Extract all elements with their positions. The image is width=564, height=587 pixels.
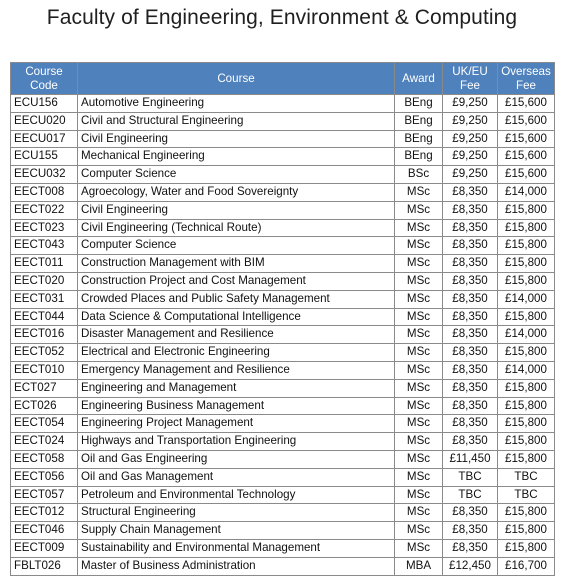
table-row [11,166,555,184]
cell-uk-eu-fee: £8,350 [443,361,498,379]
cell-course-name: Disaster Management and Resilience [78,326,395,344]
table-row [11,539,555,557]
cell-uk-eu-fee: £8,350 [443,201,498,219]
cell-uk-eu-fee: £8,350 [443,255,498,273]
cell-course-name: Civil Engineering (Technical Route) [78,219,395,237]
table-row [11,95,555,113]
cell-course-code: EECT058 [11,450,78,468]
table-body [11,95,555,576]
header-award [395,63,443,95]
cell-uk-eu-fee: £12,450 [443,557,498,575]
cell-uk-eu-fee: £8,350 [443,272,498,290]
cell-uk-eu-fee: £8,350 [443,237,498,255]
cell-overseas-fee: £14,000 [498,290,555,308]
cell-award: MBA [395,557,443,575]
cell-overseas-fee: £15,800 [498,539,555,557]
cell-course-name: Civil Engineering [78,130,395,148]
cell-overseas-fee: TBC [498,486,555,504]
cell-course-code: EECU020 [11,112,78,130]
cell-overseas-fee: £15,800 [498,344,555,362]
cell-award: MSc [395,415,443,433]
cell-overseas-fee: £15,800 [498,397,555,415]
cell-course-code: FBLT026 [11,557,78,575]
cell-award: MSc [395,486,443,504]
cell-course-name: Civil Engineering [78,201,395,219]
table-row [11,290,555,308]
cell-course-name: Emergency Management and Resilience [78,361,395,379]
cell-uk-eu-fee: £8,350 [443,183,498,201]
cell-overseas-fee: £15,800 [498,433,555,451]
table-row [11,379,555,397]
cell-award: MSc [395,326,443,344]
header-course-code [11,63,78,95]
cell-course-code: ECT027 [11,379,78,397]
cell-course-name: Crowded Places and Public Safety Management [78,290,395,308]
cell-course-code: EECT052 [11,344,78,362]
table-row [11,522,555,540]
cell-uk-eu-fee: £11,450 [443,450,498,468]
cell-overseas-fee: TBC [498,468,555,486]
cell-uk-eu-fee: £9,250 [443,112,498,130]
cell-award: MSc [395,379,443,397]
cell-uk-eu-fee: £9,250 [443,95,498,113]
cell-uk-eu-fee: £8,350 [443,539,498,557]
header-uk-eu-fee [443,63,498,95]
header-overseas-fee [498,63,555,95]
table-row [11,148,555,166]
cell-overseas-fee: £15,600 [498,166,555,184]
cell-course-name: Data Science & Computational Intelligence [78,308,395,326]
cell-overseas-fee: £14,000 [498,361,555,379]
cell-award: BEng [395,148,443,166]
cell-overseas-fee: £15,800 [498,237,555,255]
table-row [11,201,555,219]
cell-course-code: EECT054 [11,415,78,433]
cell-uk-eu-fee: £8,350 [443,308,498,326]
table-row [11,450,555,468]
table-row [11,308,555,326]
table-row [11,397,555,415]
cell-overseas-fee: £15,800 [498,450,555,468]
cell-course-code: EECT024 [11,433,78,451]
cell-course-code: EECT031 [11,290,78,308]
table-row [11,237,555,255]
cell-course-code: EECT044 [11,308,78,326]
cell-award: MSc [395,219,443,237]
cell-uk-eu-fee: £8,350 [443,504,498,522]
table-row [11,219,555,237]
table-row [11,344,555,362]
cell-overseas-fee: £14,000 [498,326,555,344]
cell-course-name: Computer Science [78,166,395,184]
cell-uk-eu-fee: £9,250 [443,130,498,148]
cell-award: MSc [395,290,443,308]
cell-uk-eu-fee: £8,350 [443,290,498,308]
cell-overseas-fee: £15,600 [498,130,555,148]
header-course-code-line1: Course [25,64,63,78]
cell-course-code: ECU155 [11,148,78,166]
header-uk-eu-fee-line1: UK/EU [452,64,488,78]
cell-course-name: Agroecology, Water and Food Sovereignty [78,183,395,201]
cell-uk-eu-fee: £8,350 [443,326,498,344]
cell-award: MSc [395,272,443,290]
cell-course-code: EECU017 [11,130,78,148]
header-course-code-line2: Code [30,78,58,92]
cell-overseas-fee: £15,800 [498,308,555,326]
cell-course-code: EECT020 [11,272,78,290]
cell-award: MSc [395,361,443,379]
cell-award: MSc [395,255,443,273]
cell-course-name: Computer Science [78,237,395,255]
cell-overseas-fee: £15,600 [498,95,555,113]
cell-uk-eu-fee: £8,350 [443,522,498,540]
cell-uk-eu-fee: £8,350 [443,344,498,362]
cell-uk-eu-fee: £8,350 [443,379,498,397]
cell-course-name: Highways and Transportation Engineering [78,433,395,451]
cell-award: MSc [395,344,443,362]
cell-overseas-fee: £15,800 [498,272,555,290]
cell-overseas-fee: £16,700 [498,557,555,575]
page-title: Faculty of Engineering, Environment & Computing [46,6,518,29]
cell-course-name: Oil and Gas Engineering [78,450,395,468]
cell-award: MSc [395,468,443,486]
cell-course-code: EECT023 [11,219,78,237]
table-row [11,415,555,433]
cell-course-code: EECT009 [11,539,78,557]
cell-overseas-fee: £15,800 [498,219,555,237]
cell-course-code: EECT022 [11,201,78,219]
cell-course-name: Construction Project and Cost Management [78,272,395,290]
cell-award: MSc [395,522,443,540]
table-row [11,468,555,486]
table-header-row [11,63,555,95]
cell-uk-eu-fee: £8,350 [443,433,498,451]
header-award-label: Award [402,71,435,85]
cell-course-name: Civil and Structural Engineering [78,112,395,130]
cell-uk-eu-fee: £9,250 [443,166,498,184]
cell-course-code: EECT046 [11,522,78,540]
cell-course-code: EECT043 [11,237,78,255]
cell-course-name: Supply Chain Management [78,522,395,540]
cell-overseas-fee: £15,800 [498,379,555,397]
header-overseas-fee-line2: Fee [516,78,536,92]
cell-uk-eu-fee: TBC [443,468,498,486]
cell-course-name: Construction Management with BIM [78,255,395,273]
cell-award: BSc [395,166,443,184]
table-row [11,130,555,148]
cell-course-name: Structural Engineering [78,504,395,522]
cell-award: BEng [395,112,443,130]
cell-overseas-fee: £15,600 [498,148,555,166]
cell-award: MSc [395,397,443,415]
table-row [11,112,555,130]
fees-table [10,62,555,576]
cell-uk-eu-fee: TBC [443,486,498,504]
table-row [11,326,555,344]
cell-award: MSc [395,504,443,522]
cell-award: MSc [395,237,443,255]
cell-course-code: EECT012 [11,504,78,522]
table-row [11,272,555,290]
cell-course-code: EECT056 [11,468,78,486]
header-overseas-fee-line1: Overseas [501,64,551,78]
cell-course-code: EECU032 [11,166,78,184]
cell-overseas-fee: £15,800 [498,255,555,273]
cell-course-name: Automotive Engineering [78,95,395,113]
cell-uk-eu-fee: £8,350 [443,415,498,433]
cell-award: BEng [395,95,443,113]
cell-uk-eu-fee: £8,350 [443,397,498,415]
cell-course-name: Oil and Gas Management [78,468,395,486]
cell-course-name: Engineering Business Management [78,397,395,415]
cell-course-code: EECT016 [11,326,78,344]
cell-course-code: EECT057 [11,486,78,504]
cell-award: MSc [395,308,443,326]
cell-overseas-fee: £15,600 [498,112,555,130]
cell-course-code: EECT011 [11,255,78,273]
cell-course-code: ECT026 [11,397,78,415]
cell-overseas-fee: £15,800 [498,201,555,219]
table-row [11,183,555,201]
cell-overseas-fee: £15,800 [498,504,555,522]
cell-award: MSc [395,201,443,219]
cell-course-name: Mechanical Engineering [78,148,395,166]
cell-uk-eu-fee: £8,350 [443,219,498,237]
cell-course-name: Petroleum and Environmental Technology [78,486,395,504]
table-row [11,361,555,379]
table-row [11,486,555,504]
cell-overseas-fee: £15,800 [498,415,555,433]
header-uk-eu-fee-line2: Fee [460,78,480,92]
table-row [11,255,555,273]
table-row [11,557,555,575]
header-course-label: Course [217,71,255,85]
cell-course-name: Engineering Project Management [78,415,395,433]
cell-award: BEng [395,130,443,148]
cell-award: MSc [395,539,443,557]
cell-award: MSc [395,450,443,468]
cell-course-code: ECU156 [11,95,78,113]
header-course [78,63,395,95]
cell-overseas-fee: £14,000 [498,183,555,201]
cell-award: MSc [395,183,443,201]
cell-course-code: EECT008 [11,183,78,201]
cell-course-name: Engineering and Management [78,379,395,397]
cell-course-name: Electrical and Electronic Engineering [78,344,395,362]
cell-course-code: EECT010 [11,361,78,379]
cell-award: MSc [395,433,443,451]
cell-course-name: Sustainability and Environmental Management [78,539,395,557]
table-row [11,433,555,451]
table-row [11,504,555,522]
cell-uk-eu-fee: £9,250 [443,148,498,166]
cell-course-name: Master of Business Administration [78,557,395,575]
cell-overseas-fee: £15,800 [498,522,555,540]
